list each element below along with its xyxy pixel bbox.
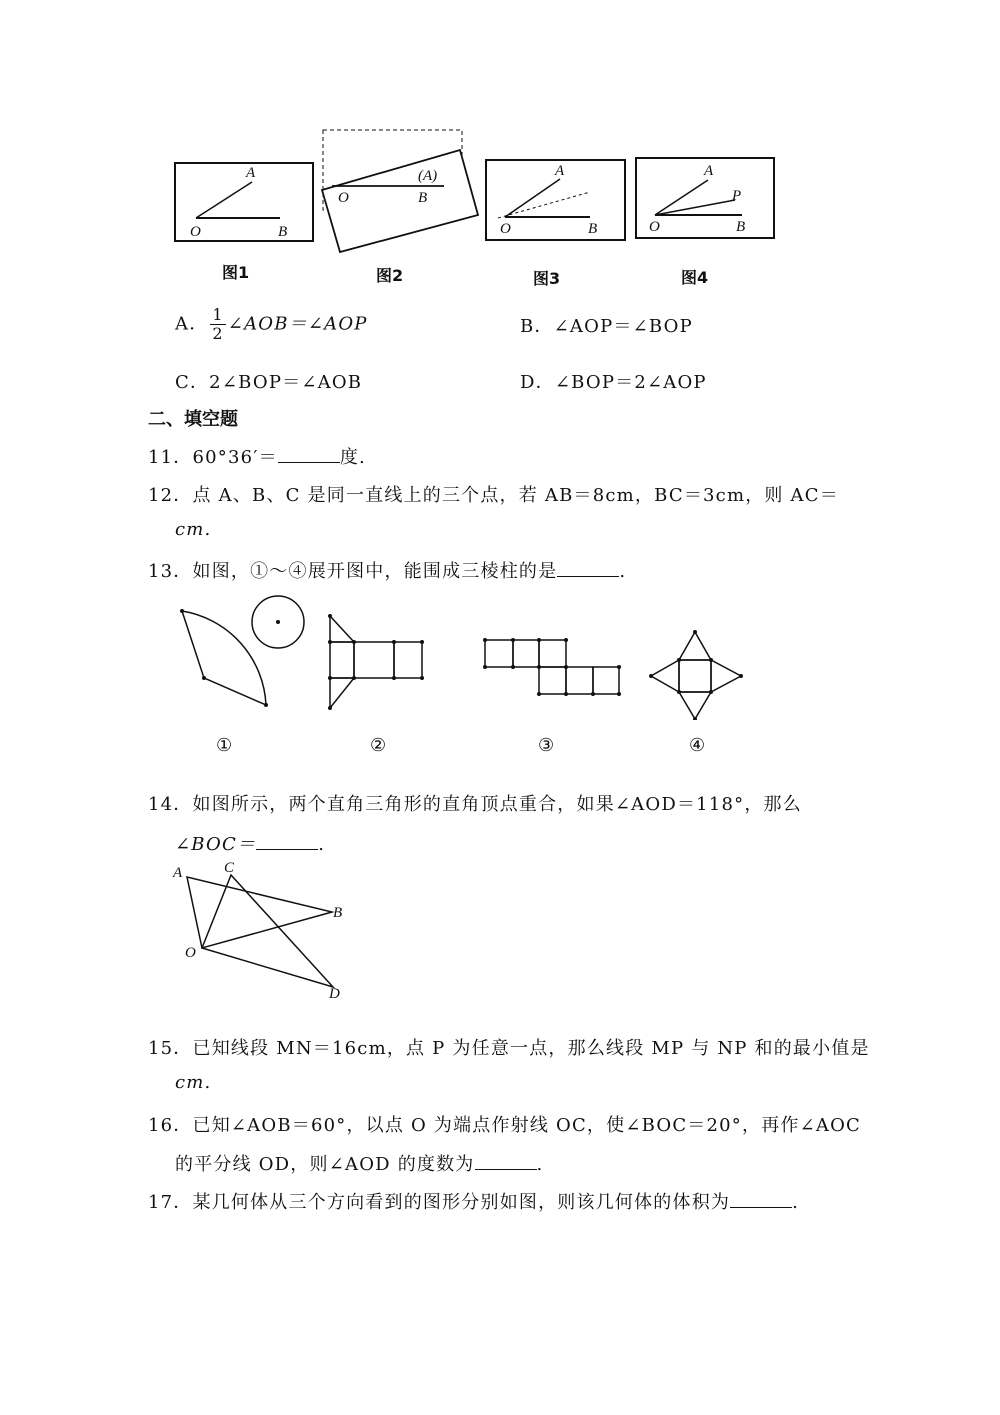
question-14-line1: 14．如图所示，两个直角三角形的直角顶点重合，如果∠AOD＝118°，那么 (148, 794, 802, 815)
question-13: 13．如图，①～④展开图中，能围成三棱柱的是 . (148, 561, 627, 582)
question-14-line2: ∠BOC＝ . (175, 834, 326, 855)
q14-label-B: B (333, 905, 343, 921)
fig1-label-B: B (278, 224, 288, 240)
net-2 (328, 614, 424, 710)
net-3 (483, 638, 621, 696)
fig1-label-O: O (190, 224, 201, 240)
answer-blank (278, 448, 340, 463)
q13-nets-figure (170, 590, 770, 720)
caption-fig4: 图4 (681, 268, 709, 287)
question-12-line2: cm. (175, 519, 212, 540)
figure-2 (322, 130, 478, 252)
answer-blank (256, 835, 318, 850)
question-16-line1: 16．已知∠AOB＝60°，以点 O 为端点作射线 OC，使∠BOC＝20°，再作∠AOC (148, 1115, 862, 1136)
answer-blank (475, 1155, 537, 1170)
caption-fig2: 图2 (376, 266, 404, 285)
fig3-label-B: B (588, 221, 598, 237)
q14-label-O: O (185, 945, 196, 961)
fig4-label-O: O (649, 219, 660, 235)
q14-label-C: C (224, 860, 235, 876)
q14-triangles-figure (165, 850, 365, 1010)
option-c: C．2∠BOP＝∠AOB (175, 372, 363, 393)
caption-fig3: 图3 (533, 269, 561, 288)
fraction-one-half: $\frac{1}{2}$ (212, 305, 224, 343)
question-15-line1: 15．已知线段 MN＝16cm，点 P 为任意一点，那么线段 MP 与 NP 和的最小值是 (148, 1038, 870, 1059)
question-12-line1: 12．点 A、B、C 是同一直线上的三个点，若 AB＝8cm，BC＝3cm，则 AC＝ (148, 485, 839, 506)
caption-net-2: ② (370, 735, 387, 756)
fig1-label-A: A (246, 165, 256, 181)
q14-label-D: D (329, 986, 340, 1002)
option-a: A． $\frac{1}{2}$ ∠AOB＝∠AOP (175, 305, 368, 343)
figure-1 (175, 163, 313, 241)
question-17: 17．某几何体从三个方向看到的图形分别如图，则该几何体的体积为 . (148, 1192, 800, 1213)
fig4-label-P: P (732, 188, 742, 204)
caption-net-3: ③ (538, 735, 555, 756)
fig4-label-B: B (736, 219, 746, 235)
figure-3 (486, 160, 625, 240)
fig2-label-B: B (418, 190, 428, 206)
answer-blank (557, 562, 619, 577)
question-16-line2: 的平分线 OD，则∠AOD 的度数为 . (175, 1154, 544, 1175)
caption-net-1: ① (216, 735, 233, 756)
fig2-label-A-paren: (A) (418, 168, 438, 184)
fig3-label-A: A (555, 163, 565, 179)
net-4 (649, 630, 743, 720)
net-1 (180, 596, 304, 707)
answer-blank (730, 1193, 792, 1208)
fig2-label-O: O (338, 190, 349, 206)
question-15-line2: cm. (175, 1072, 212, 1093)
caption-fig1: 图1 (222, 263, 250, 282)
fig4-label-A: A (704, 163, 714, 179)
q14-label-A: A (173, 865, 183, 881)
fig3-label-O: O (500, 221, 511, 237)
figure-4 (636, 158, 774, 238)
question-11: 11．60°36′＝ 度. (148, 447, 366, 468)
caption-net-4: ④ (689, 735, 706, 756)
section-title: 二、填空题 (148, 409, 238, 430)
option-b: B．∠AOP＝∠BOP (520, 316, 693, 337)
option-d: D．∠BOP＝2∠AOP (520, 372, 707, 393)
